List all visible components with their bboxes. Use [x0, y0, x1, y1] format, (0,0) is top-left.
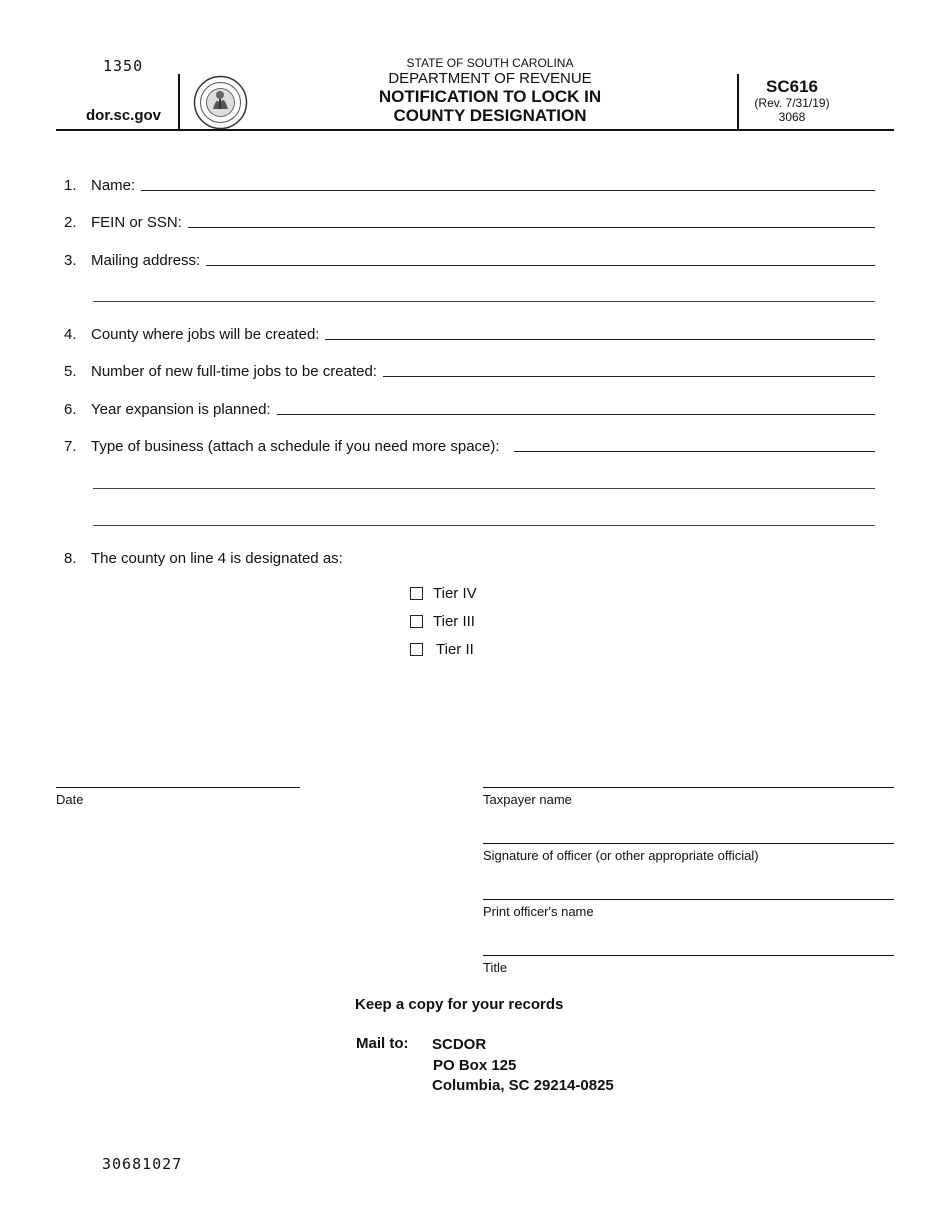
department-name: DEPARTMENT OF REVENUE [388, 70, 592, 87]
line-number: 3. [64, 252, 77, 269]
business-type-continuation-field-2[interactable] [93, 525, 875, 526]
line-number: 1. [64, 177, 77, 194]
title-label: Title [483, 960, 508, 975]
date-field[interactable] [56, 787, 300, 788]
line-fein [64, 211, 875, 231]
tier-label: Tier II [436, 641, 474, 658]
state-name: STATE OF SOUTH CAROLINA [406, 56, 574, 70]
form-title-line2: COUNTY DESIGNATION [393, 106, 587, 125]
line-name [64, 174, 875, 194]
mail-address-line2: PO Box 125 [433, 1056, 517, 1074]
expansion-year-field[interactable] [277, 414, 875, 415]
line-label: County where jobs will be created: [91, 326, 320, 343]
taxpayer-name-label: Taxpayer name [483, 792, 572, 807]
line-number: 6. [64, 401, 77, 418]
name-field[interactable] [141, 190, 875, 191]
tier-label: Tier III [433, 613, 475, 630]
line-number: 7. [64, 438, 77, 455]
mail-address-line3: Columbia, SC 29214-0825 [432, 1077, 614, 1094]
officer-name-label: Print officer's name [483, 904, 594, 919]
line-expansion-year [64, 398, 875, 418]
county-field[interactable] [325, 339, 875, 340]
form-id-code: 1350 [103, 57, 144, 75]
line-label: Name: [91, 177, 136, 194]
line-label: The county on line 4 is designated as: [91, 550, 343, 567]
tier-iii-checkbox[interactable] [410, 615, 423, 628]
tier-ii-option[interactable] [410, 641, 474, 658]
title-field[interactable] [483, 955, 894, 956]
form-revision: (Rev. 7/31/19) [754, 96, 830, 110]
line-number: 4. [64, 326, 77, 343]
state-seal [193, 75, 248, 130]
header-bottom-rule [56, 129, 894, 131]
tier-label: Tier IV [433, 585, 477, 602]
line-number: 2. [64, 214, 77, 231]
mail-to-label: Mail to: [356, 1035, 409, 1052]
officer-signature-label: Signature of officer (or other appropriate official) [483, 848, 759, 863]
line-number: 8. [64, 550, 77, 567]
business-type-field[interactable] [514, 451, 875, 452]
new-jobs-field[interactable] [383, 376, 875, 377]
header-divider-left [178, 74, 180, 130]
line-jobs [64, 360, 875, 380]
mail-address-line1: SCDOR [432, 1036, 487, 1053]
date-label: Date [56, 792, 84, 807]
line-county-designation [64, 547, 875, 567]
line-number: 5. [64, 363, 77, 380]
fein-ssn-field[interactable] [188, 227, 875, 228]
line-label: Type of business (attach a schedule if you need more space): [91, 438, 500, 455]
line-label: Mailing address: [91, 252, 201, 269]
line-label: FEIN or SSN: [91, 214, 182, 231]
taxpayer-name-field[interactable] [483, 787, 894, 788]
tier-iii-option[interactable] [410, 613, 475, 630]
line-county [64, 323, 875, 343]
document-barcode-number: 30681027 [102, 1155, 183, 1173]
website: dor.sc.gov [86, 107, 162, 124]
tier-iv-option[interactable] [410, 585, 477, 602]
line-business-type [64, 435, 875, 455]
keep-copy-note: Keep a copy for your records [355, 996, 564, 1013]
tier-iv-checkbox[interactable] [410, 587, 423, 600]
line-label: Year expansion is planned: [91, 401, 271, 418]
mailing-address-continuation-field[interactable] [93, 301, 875, 302]
form-number: SC616 [766, 77, 818, 96]
business-type-continuation-field-1[interactable] [93, 488, 875, 489]
tier-ii-checkbox[interactable] [410, 643, 423, 656]
line-mailing-address [64, 249, 875, 269]
officer-signature-field[interactable] [483, 843, 894, 844]
mailing-address-field[interactable] [206, 265, 875, 266]
form-title-line1: NOTIFICATION TO LOCK IN [378, 87, 602, 106]
form-code: 3068 [778, 110, 806, 124]
line-label: Number of new full-time jobs to be created: [91, 363, 377, 380]
officer-name-field[interactable] [483, 899, 894, 900]
header-divider-right [737, 74, 739, 130]
